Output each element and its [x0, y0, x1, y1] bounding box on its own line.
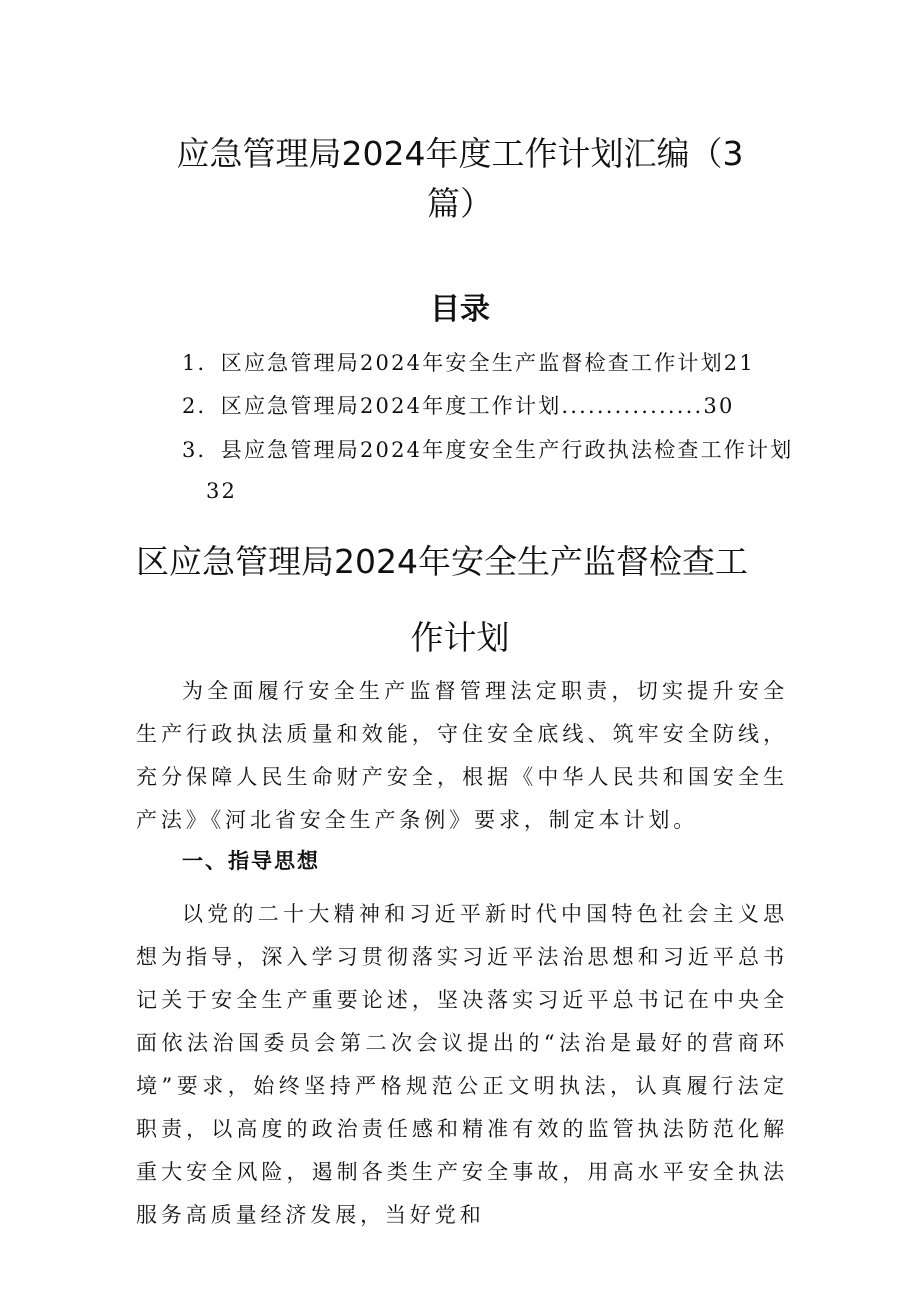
toc-item[interactable]: 3．县应急管理局2024年度安全生产行政执法检查工作计划: [182, 438, 794, 462]
toc-item[interactable]: 1．区应急管理局2024年安全生产监督检查工作计划21: [182, 351, 755, 375]
toc-heading: 目录: [430, 292, 490, 327]
body-paragraph: 以党的二十大精神和习近平新时代中国特色社会主义思想为指导，深入学习贯彻落实习近平法治思想和习近平总书记关于安全生产重要论述，坚决落实习近平总书记在中央全面依法治国委员会第二次会议提出的“法治是最好的营商环境”要求，始终坚持严格规范公正文明执法，认真履行法定职责，以高度的政治责任感和精准有效的监管执法防范化解重大安全风险，遏制各类生产安全事故，用高水平安全执法服务高质量经济发展，当好党和: [136, 902, 788, 1227]
section-title-line2: 作计划: [410, 618, 510, 657]
toc-item-page-number[interactable]: 32: [206, 479, 238, 503]
toc-item[interactable]: 2．区应急管理局2024年度工作计划................30: [182, 394, 735, 418]
document-title-line2: 篇）: [427, 184, 493, 223]
heading-guiding-ideology: 一、指导思想: [182, 849, 320, 873]
section-title-line1: 区应急管理局2024年安全生产监督检查工: [136, 542, 748, 581]
document-title-line1: 应急管理局2024年度工作计划汇编（3: [176, 134, 744, 173]
intro-paragraph: 为全面履行安全生产监督管理法定职责，切实提升安全生产行政执法质量和效能，守住安全底线、筑牢安全防线，充分保障人民生命财产安全，根据《中华人民共和国安全生产法》《河北省安全生产条例》要求，制定本计划。: [136, 679, 788, 832]
